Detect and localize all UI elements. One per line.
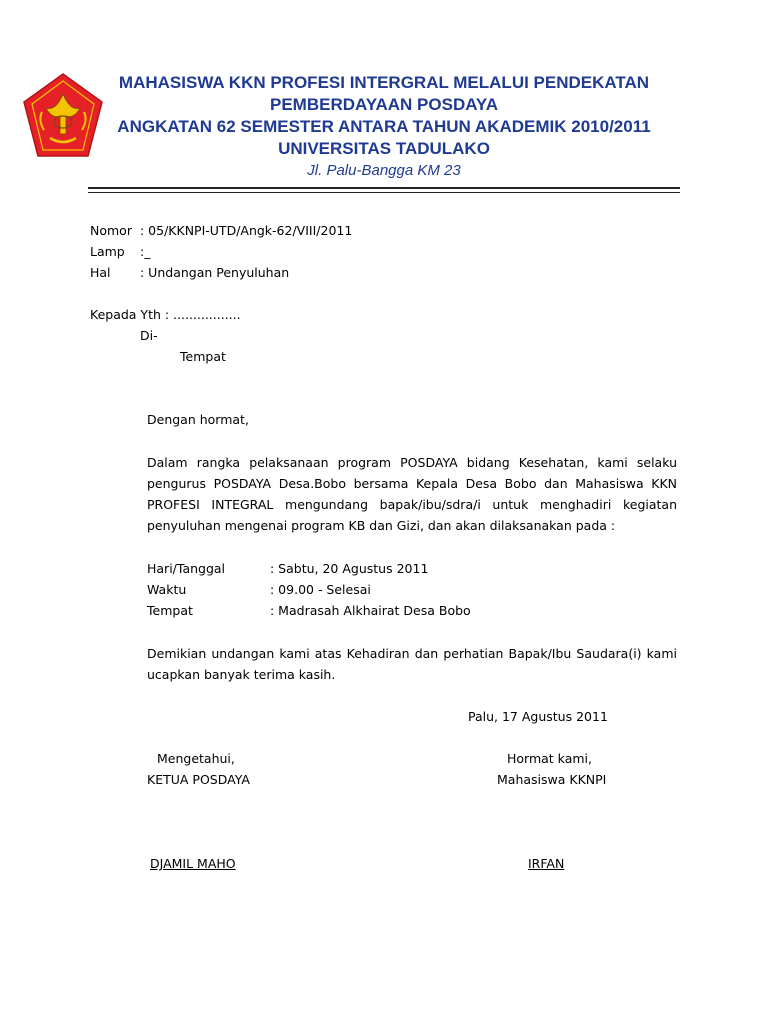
place-date: Palu, 17 Agustus 2011: [468, 709, 608, 724]
hal-label: Hal: [90, 265, 111, 280]
detail-value-tempat: : Madrasah Alkhairat Desa Bobo: [270, 603, 471, 618]
letterhead-line-3: ANGKATAN 62 SEMESTER ANTARA TAHUN AKADEMIK 2010/2011: [117, 117, 651, 136]
header-divider-thin: [88, 192, 680, 193]
letterhead: [96, 72, 672, 181]
university-emblem-icon: [22, 72, 104, 162]
left-signatory-name: DJAMIL MAHO: [150, 856, 236, 871]
right-signature-title-2: Mahasiswa KKNPI: [497, 772, 607, 787]
letterhead-line-2: PEMBERDAYAAN POSDAYA: [269, 95, 498, 114]
letterhead-line-1: MAHASISWA KKN PROFESI INTERGRAL MELALUI PENDEKATAN: [118, 73, 650, 92]
salutation: Dengan hormat,: [147, 412, 249, 427]
recipient-di: Di-: [140, 328, 158, 343]
nomor-value: : 05/KKNPI-UTD/Angk-62/VIII/2011: [140, 223, 353, 238]
recipient-tempat: Tempat: [180, 349, 226, 364]
right-signature-title-1: Hormat kami,: [507, 751, 592, 766]
lamp-label: Lamp: [90, 244, 125, 259]
body-paragraph: Dalam rangka pelaksanaan program POSDAYA bidang Kesehatan, kami selaku pengurus POSDAYA Desa.Bobo bersama Kepala Desa Bobo dan Mahasiswa KKN PROFESI INTEGRAL mengundang bapak/ibu/sdra/i untuk menghadiri kegiatan penyuluhan mengenai program KB dan Gizi, dan akan dilaksanakan pada :: [147, 455, 677, 533]
hal-value: : Undangan Penyuluhan: [140, 265, 290, 280]
recipient-kepada: Kepada Yth : .................: [90, 307, 241, 322]
detail-value-waktu: : 09.00 - Selesai: [270, 582, 371, 597]
detail-label-waktu: Waktu: [147, 582, 187, 597]
letterhead-address: Jl. Palu-Bangga KM 23: [307, 162, 461, 179]
detail-label-hari: Hari/Tanggal: [147, 561, 226, 576]
detail-label-tempat: Tempat: [147, 603, 193, 618]
letterhead-line-4: UNIVERSITAS TADULAKO: [278, 139, 490, 158]
lamp-value: :_: [140, 244, 151, 259]
left-signature-title-2: KETUA POSDAYA: [147, 772, 250, 787]
detail-value-hari: : Sabtu, 20 Agustus 2011: [270, 561, 429, 576]
nomor-label: Nomor: [90, 223, 132, 238]
left-signature-title-1: Mengetahui,: [157, 751, 235, 766]
closing-paragraph: Demikian undangan kami atas Kehadiran dan perhatian Bapak/Ibu Saudara(i) kami ucapkan banyak terima kasih.: [147, 646, 677, 682]
right-signatory-name: IRFAN: [528, 856, 565, 871]
header-divider-thick: [88, 187, 680, 189]
